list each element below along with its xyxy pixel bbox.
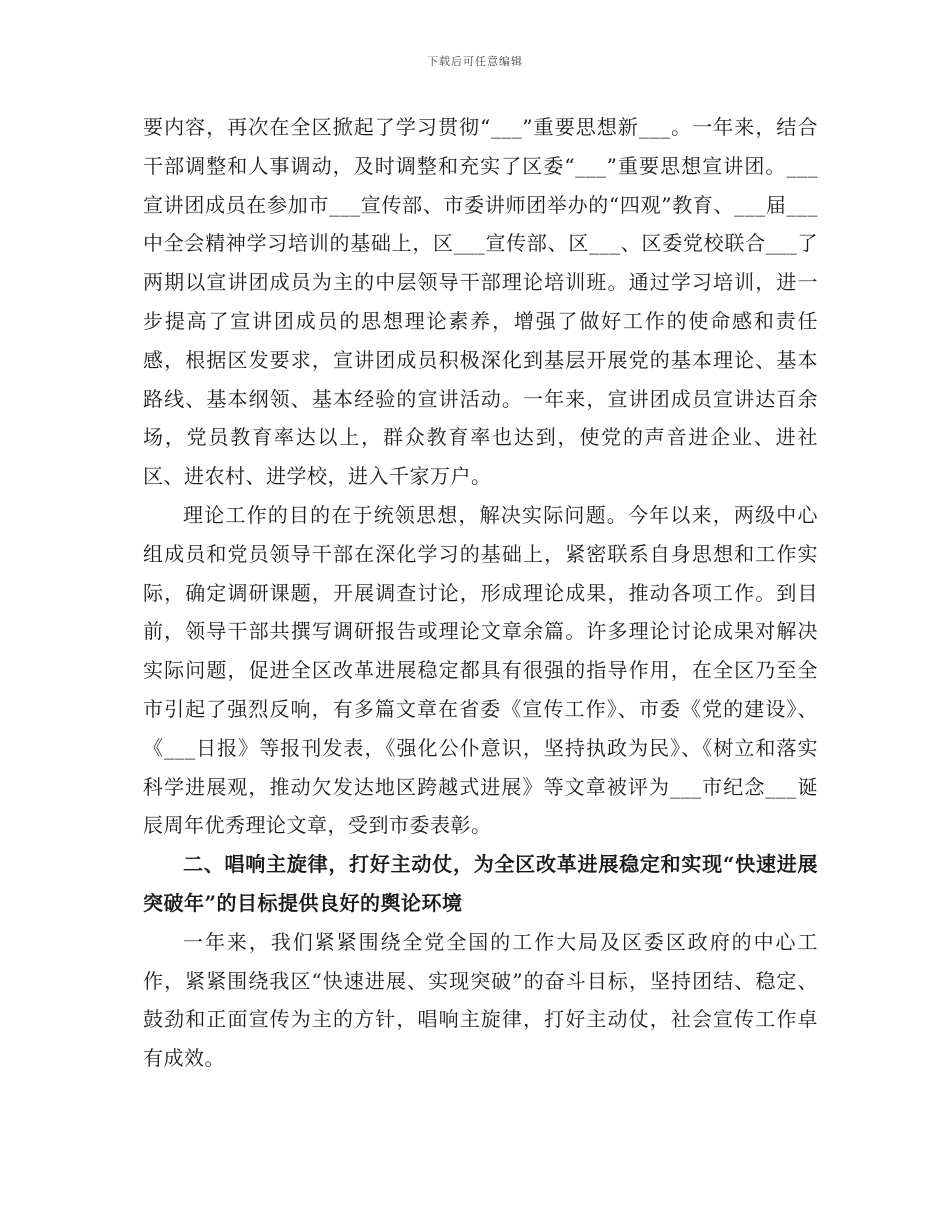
paragraph-theory-work: 理论工作的目的在于统领思想，解决实际问题。今年以来，两级中心组成员和党员领导干部在深化学习的基础上，紧密联系自身思想和工作实际，确定调研课题，开展调查讨论，形成理论成果，推动各项工作。到目前，领导干部共撰写调研报告或理论文章余篇。许多理论讨论成果对解决实际问题，促进全区改革进展稳定都具有很强的指导作用，在全区乃至全市引起了强烈反响，有多篇文章在省委《宣传工作》、市委《党的建设》、《___日报》等报刊发表，《强化公仆意识，坚持执政为民》、《树立和落实科学进展观，推动欠发达地区跨越式进展》等文章被评为___市纪念___诞辰周年优秀理论文章，受到市委表彰。 [143, 502, 818, 838]
paragraph-continuation: 要内容，再次在全区掀起了学习贯彻“___”重要思想新___。一年来，结合干部调整和人事调动，及时调整和充实了区委“___”重要思想宣讲团。___宣讲团成员在参加市___宣传部、市委讲师团举办的“四观”教育、___届___中全会精神学习培训的基础上，区___宣传部、区___、区委党校联合___了两期以宣讲团成员为主的中层领导干部理论培训班。通过学习培训，进一步提高了宣讲团成员的思想理论素养，增强了做好工作的使命感和责任感，根据区发要求，宣讲团成员积极深化到基层开展党的基本理论、基本路线、基本纲领、基本经验的宣讲活动。一年来，宣讲团成员宣讲达百余场，党员教育率达以上，群众教育率也达到，使党的声音进企业、进社区、进农村、进学校，进入千家万户。 [143, 115, 818, 489]
document-body [143, 108, 818, 1078]
section-heading: 二、唱响主旋律，打好主动仗，为全区改革进展稳定和实现“快速进展突破年”的目标提供良好的舆论环境 [143, 852, 818, 915]
page-header: 下载后可任意编辑 [427, 55, 523, 68]
paragraph-section-intro: 一年来，我们紧紧围绕全党全国的工作大局及区委区政府的中心工作，紧紧围绕我区“快速进展、实现突破”的奋斗目标，坚持团结、稳定、鼓劲和正面宣传为主的方针，唱响主旋律，打好主动仗，社会宣传工作卓有成效。 [143, 929, 818, 1071]
